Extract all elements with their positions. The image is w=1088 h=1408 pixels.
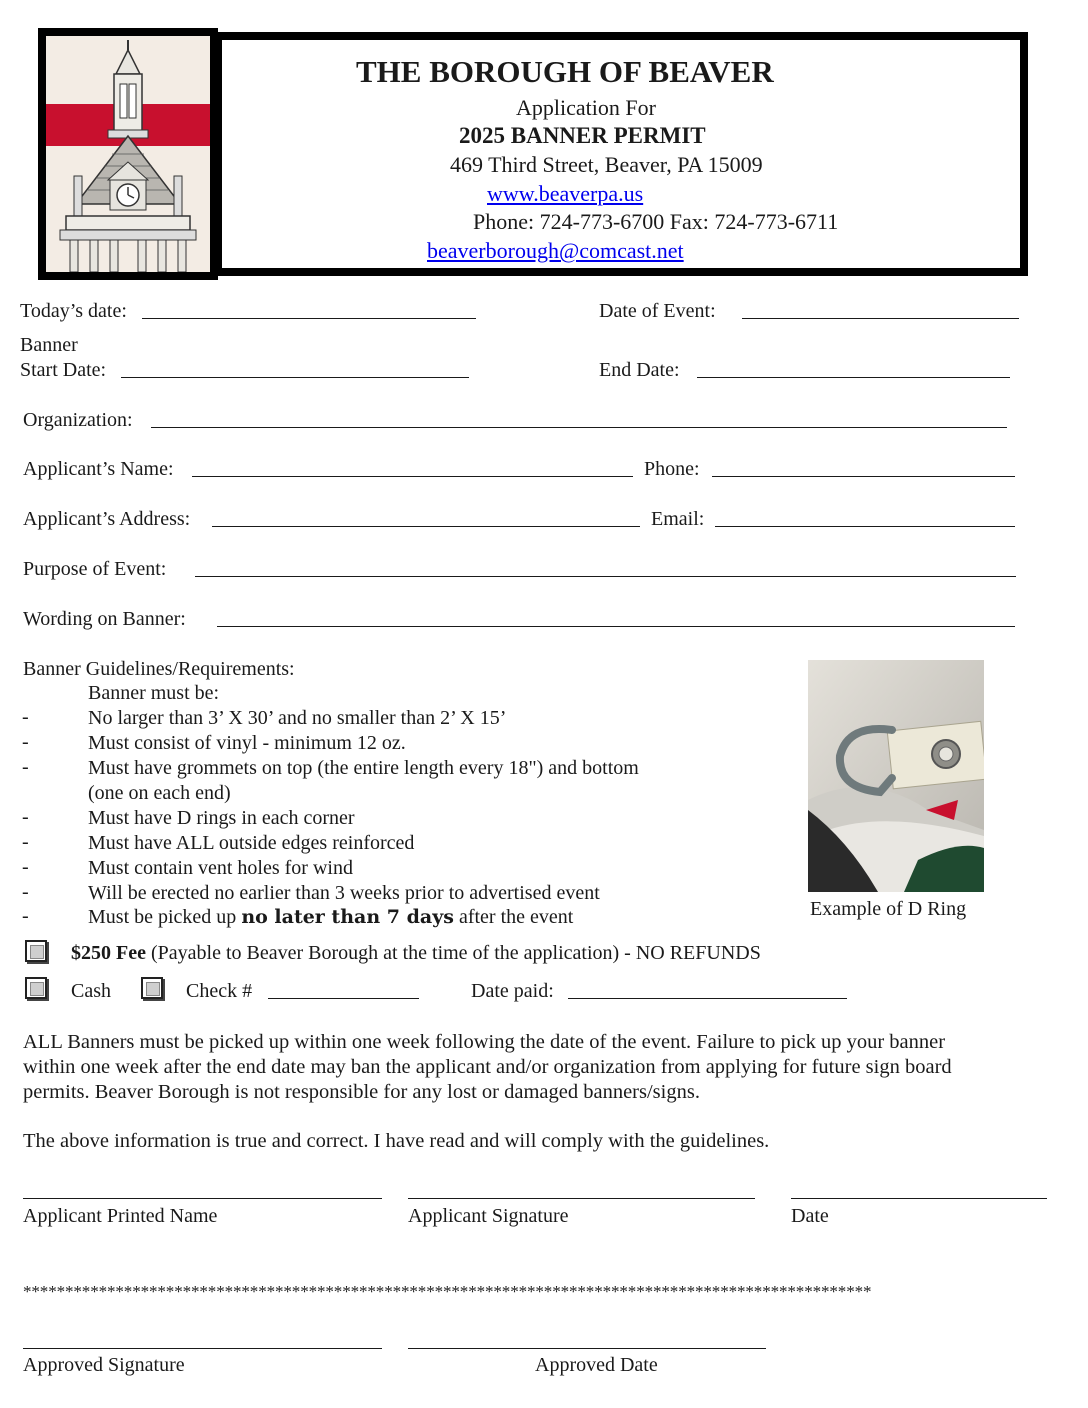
list-bullet: -: [22, 731, 29, 753]
printed-name-field[interactable]: [23, 1198, 382, 1199]
signature-label: Applicant Signature: [408, 1205, 569, 1227]
approved-signature-label: Approved Signature: [23, 1354, 185, 1376]
office-use-separator: *****************************************************************************************************: [23, 1282, 872, 1301]
list-item-continued: (one on each end): [88, 782, 231, 804]
check-number-field[interactable]: [268, 998, 419, 999]
date-paid-label: Date paid:: [471, 980, 554, 1002]
approved-date-field[interactable]: [408, 1348, 766, 1349]
todays-date-field[interactable]: [142, 318, 476, 319]
date-of-event-label: Date of Event:: [599, 300, 716, 322]
wording-field[interactable]: [217, 626, 1015, 627]
borough-logo: [38, 28, 218, 280]
pickup-paragraph-line-3: permits. Beaver Borough is not responsible for any lost or damaged banners/signs.: [23, 1081, 700, 1103]
list-item: Must have ALL outside edges reinforced: [88, 832, 415, 854]
list-bullet: -: [22, 905, 29, 927]
guidelines-heading: Banner Guidelines/Requirements:: [23, 658, 295, 680]
date-of-event-field[interactable]: [742, 318, 1019, 319]
purpose-field[interactable]: [195, 576, 1016, 577]
approved-date-label: Approved Date: [535, 1354, 658, 1376]
org-name: THE BOROUGH OF BEAVER: [356, 54, 774, 89]
header-box: [214, 32, 1028, 276]
phone-field[interactable]: [712, 476, 1015, 477]
cash-checkbox[interactable]: [25, 977, 47, 999]
pickup-paragraph-line-1: ALL Banners must be picked up within one week following the date of the event. Failure to pick up your banner: [23, 1031, 946, 1053]
website-link[interactable]: www.beaverpa.us: [487, 181, 644, 206]
approved-signature-field[interactable]: [23, 1348, 382, 1349]
list-bullet: -: [22, 831, 29, 853]
photo-caption: Example of D Ring: [810, 898, 967, 920]
list-item: Must contain vent holes for wind: [88, 857, 353, 879]
organization-field[interactable]: [151, 427, 1007, 428]
list-item: Will be erected no earlier than 3 weeks prior to advertised event: [88, 882, 600, 904]
clock-tower-icon: [46, 36, 210, 272]
list-item: Must consist of vinyl - minimum 12 oz.: [88, 732, 406, 754]
check-checkbox[interactable]: [141, 977, 163, 999]
organization-label: Organization:: [23, 409, 133, 431]
email-field[interactable]: [715, 526, 1015, 527]
applicants-address-field[interactable]: [212, 526, 640, 527]
phone-label: Phone:: [644, 458, 700, 480]
start-date-label: Start Date:: [20, 359, 107, 381]
list-item: Must have D rings in each corner: [88, 807, 355, 829]
signature-date-field[interactable]: [791, 1198, 1047, 1199]
check-label: Check #: [186, 980, 253, 1002]
end-date-label: End Date:: [599, 359, 680, 381]
d-ring-photo: [808, 660, 984, 892]
applicants-name-field[interactable]: [192, 476, 633, 477]
list-bullet: -: [22, 806, 29, 828]
list-bullet: -: [22, 706, 29, 728]
date-label: Date: [791, 1205, 829, 1227]
end-date-field[interactable]: [697, 377, 1010, 378]
list-item: No larger than 3’ X 30’ and no smaller than 2’ X 15’: [88, 707, 507, 729]
pickup-paragraph-line-2: within one week after the end date may ban the applicant and/or organization from applying for future sign board: [23, 1056, 952, 1078]
todays-date-label: Today’s date:: [20, 300, 127, 322]
email-label: Email:: [651, 508, 705, 530]
borough-address: 469 Third Street, Beaver, PA 15009: [450, 152, 763, 177]
email-link[interactable]: beaverborough@comcast.net: [427, 238, 684, 263]
date-paid-field[interactable]: [568, 998, 847, 999]
wording-label: Wording on Banner:: [23, 608, 186, 630]
list-bullet: -: [22, 856, 29, 878]
d-ring-image-icon: [808, 660, 984, 892]
attestation: The above information is true and correct. I have read and will comply with the guidelines.: [23, 1130, 770, 1152]
guidelines-intro: Banner must be:: [88, 682, 220, 704]
signature-field[interactable]: [408, 1198, 755, 1199]
list-bullet: -: [22, 756, 29, 778]
fee-line: $250 Fee (Payable to Beaver Borough at the time of the application) - NO REFUNDS: [71, 942, 761, 964]
purpose-label: Purpose of Event:: [23, 558, 167, 580]
cash-label: Cash: [71, 980, 111, 1002]
list-item: Must have grommets on top (the entire length every 18") and bottom: [88, 757, 639, 779]
applicants-address-label: Applicant’s Address:: [23, 508, 191, 530]
banner-label: Banner: [20, 334, 78, 356]
permit-title: 2025 BANNER PERMIT: [459, 123, 706, 148]
application-for: Application For: [516, 95, 656, 120]
fee-checkbox[interactable]: [25, 940, 47, 962]
list-bullet: -: [22, 881, 29, 903]
phone-fax: Phone: 724-773-6700 Fax: 724-773-6711: [473, 209, 839, 234]
applicants-name-label: Applicant’s Name:: [23, 458, 174, 480]
list-item-pickup: Must be picked up no later than 7 days after the event: [88, 906, 574, 928]
printed-name-label: Applicant Printed Name: [23, 1205, 218, 1227]
start-date-field[interactable]: [121, 377, 469, 378]
